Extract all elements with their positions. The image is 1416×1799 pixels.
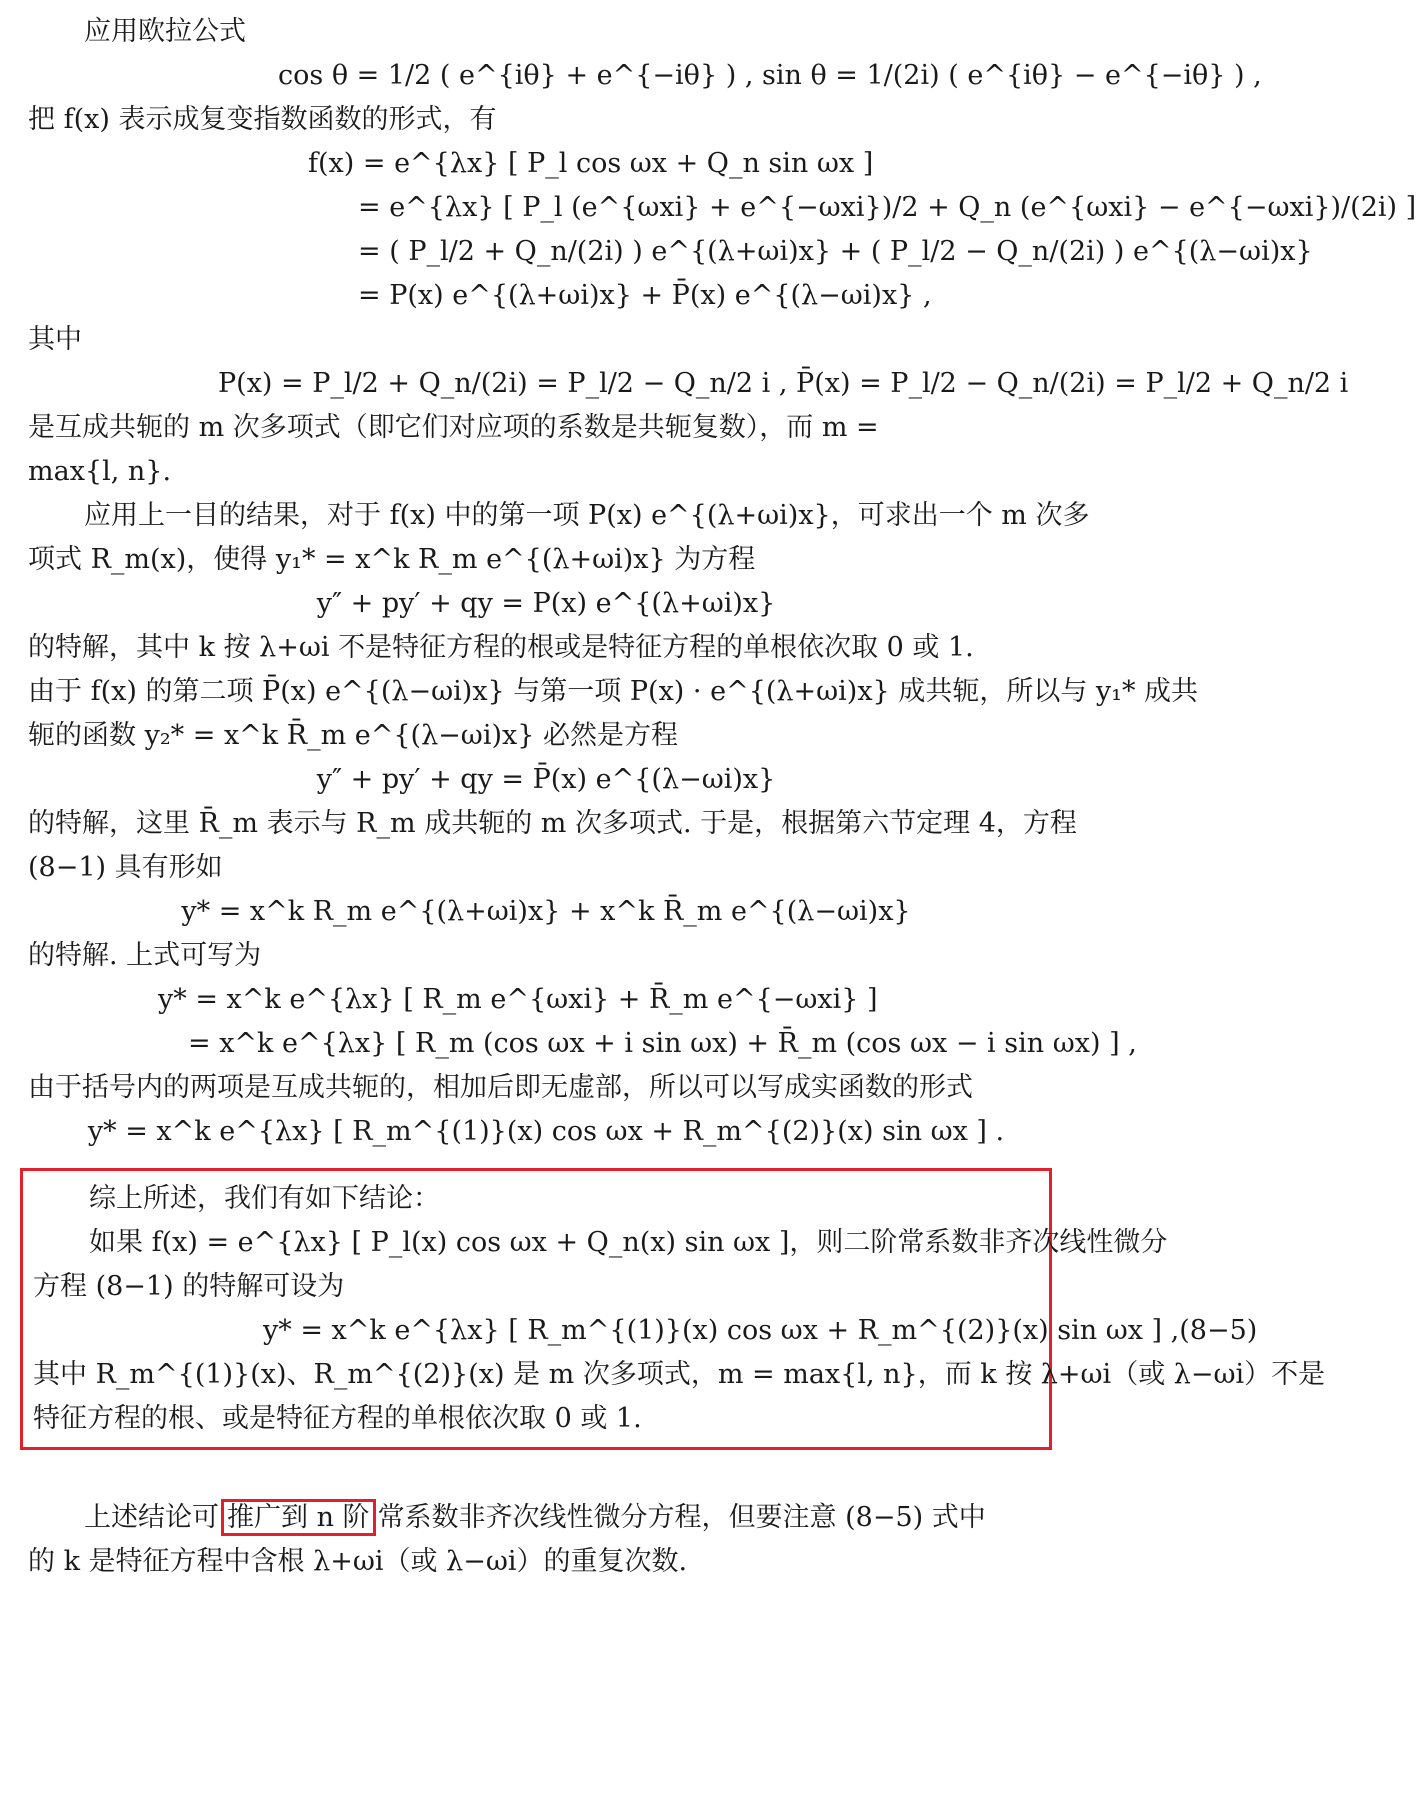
text-span: 上述结论可 (84, 1502, 219, 1533)
text-line: 综上所述，我们有如下结论： (89, 1183, 440, 1214)
text-line: 的 k 是特征方程中含根 λ+ωi（或 λ−ωi）的重复次数. (28, 1546, 688, 1577)
text-line: 由于 f(x) 的第二项 P̄(x) e^{(λ−ωi)x} 与第一项 P(x) · e^{(λ+ωi)x} 成共轭，所以与 y₁* 成共 (28, 676, 1199, 707)
text-line: (8−1) 具有形如 (28, 852, 223, 883)
equation-number: (8−5) (1179, 1315, 1258, 1346)
text-line: 应用欧拉公式 (84, 16, 246, 47)
equation-euler: cos θ = 1/2 ( e^{iθ} + e^{−iθ} ) , sin θ = 1/(2i) ( e^{iθ} − e^{−iθ} ) , (278, 60, 1262, 91)
text-line: max{l, n}. (28, 456, 172, 487)
numbered-equation-row (33, 1309, 1258, 1353)
text-line: 轭的函数 y₂* = x^k R̄_m e^{(λ−ωi)x} 必然是方程 (28, 720, 678, 751)
equation: = e^{λx} [ P_l (e^{ωxi} + e^{−ωxi})/2 + Q_n (e^{ωxi} − e^{−ωxi})/(2i) ] (358, 192, 1416, 223)
equation: = P(x) e^{(λ+ωi)x} + P̄(x) e^{(λ−ωi)x} , (358, 280, 932, 311)
text-line: 由于括号内的两项是互成共轭的，相加后即无虚部，所以可以写成实函数的形式 (28, 1072, 973, 1103)
text-line: 的特解. 上式可写为 (28, 940, 262, 971)
text-line: 的特解，这里 R̄_m 表示与 R_m 成共轭的 m 次多项式. 于是，根据第六节定理 4，方程 (28, 808, 1077, 839)
text-line: 其中 R_m^{(1)}(x)、R_m^{(2)}(x) 是 m 次多项式，m = max{l, n}，而 k 按 λ+ωi（或 λ−ωi）不是 (33, 1359, 1326, 1390)
text-line: 把 f(x) 表示成复变指数函数的形式，有 (28, 104, 497, 135)
text-line: 其中 (28, 324, 82, 355)
text-line: 方程 (8−1) 的特解可设为 (33, 1271, 345, 1302)
text-line: 是互成共轭的 m 次多项式（即它们对应项的系数是共轭复数），而 m = (28, 412, 879, 443)
equation: = ( P_l/2 + Q_n/(2i) ) e^{(λ+ωi)x} + ( P_l/2 − Q_n/(2i) ) e^{(λ−ωi)x} (358, 236, 1313, 267)
conclusion-highlight-box (20, 1168, 1326, 1450)
highlight-box-phrase: 推广到 n 阶 (221, 1499, 376, 1536)
equation: y″ + py′ + qy = P(x) e^{(λ+ωi)x} (316, 588, 776, 619)
equation: = x^k e^{λx} [ R_m (cos ωx + i sin ωx) + R̄_m (cos ωx − i sin ωx) ] , (188, 1028, 1137, 1059)
text-line: 项式 R_m(x)，使得 y₁* = x^k R_m e^{(λ+ωi)x} 为方程 (28, 544, 756, 575)
equation: f(x) = e^{λx} [ P_l cos ωx + Q_n sin ωx ] (308, 148, 874, 179)
text-span: 常系数非齐次线性微分方程，但要注意 (8−5) 式中 (377, 1502, 986, 1533)
equation: y* = x^k e^{λx} [ R_m^{(1)}(x) cos ωx + R_m^{(2)}(x) sin ωx ] . (87, 1116, 1005, 1147)
text-line: 的特解，其中 k 按 λ+ωi 不是特征方程的根或是特征方程的单根依次取 0 或 1. (28, 632, 974, 663)
text-line: 特征方程的根、或是特征方程的单根依次取 0 或 1. (33, 1403, 642, 1434)
equation: y* = x^k e^{λx} [ R_m^{(1)}(x) cos ωx + R_m^{(2)}(x) sin ωx ] , (263, 1315, 1180, 1346)
text-line: 如果 f(x) = e^{λx} [ P_l(x) cos ωx + Q_n(x) sin ωx ]，则二阶常系数非齐次线性微分 (89, 1227, 1168, 1258)
equation: P(x) = P_l/2 + Q_n/(2i) = P_l/2 − Q_n/2 i , P̄(x) = P_l/2 − Q_n/(2i) = P_l/2 + Q_n/2 i (218, 368, 1349, 399)
text-line: 应用上一目的结果，对于 f(x) 中的第一项 P(x) e^{(λ+ωi)x}，可求出一个 m 次多 (84, 500, 1090, 531)
text-line (28, 1496, 1064, 1540)
equation: y* = x^k e^{λx} [ R_m e^{ωxi} + R̄_m e^{−ωxi} ] (158, 984, 878, 1015)
equation: y″ + py′ + qy = P̄(x) e^{(λ−ωi)x} (316, 764, 776, 795)
equation: y* = x^k R_m e^{(λ+ωi)x} + x^k R̄_m e^{(λ−ωi)x} (181, 896, 911, 927)
